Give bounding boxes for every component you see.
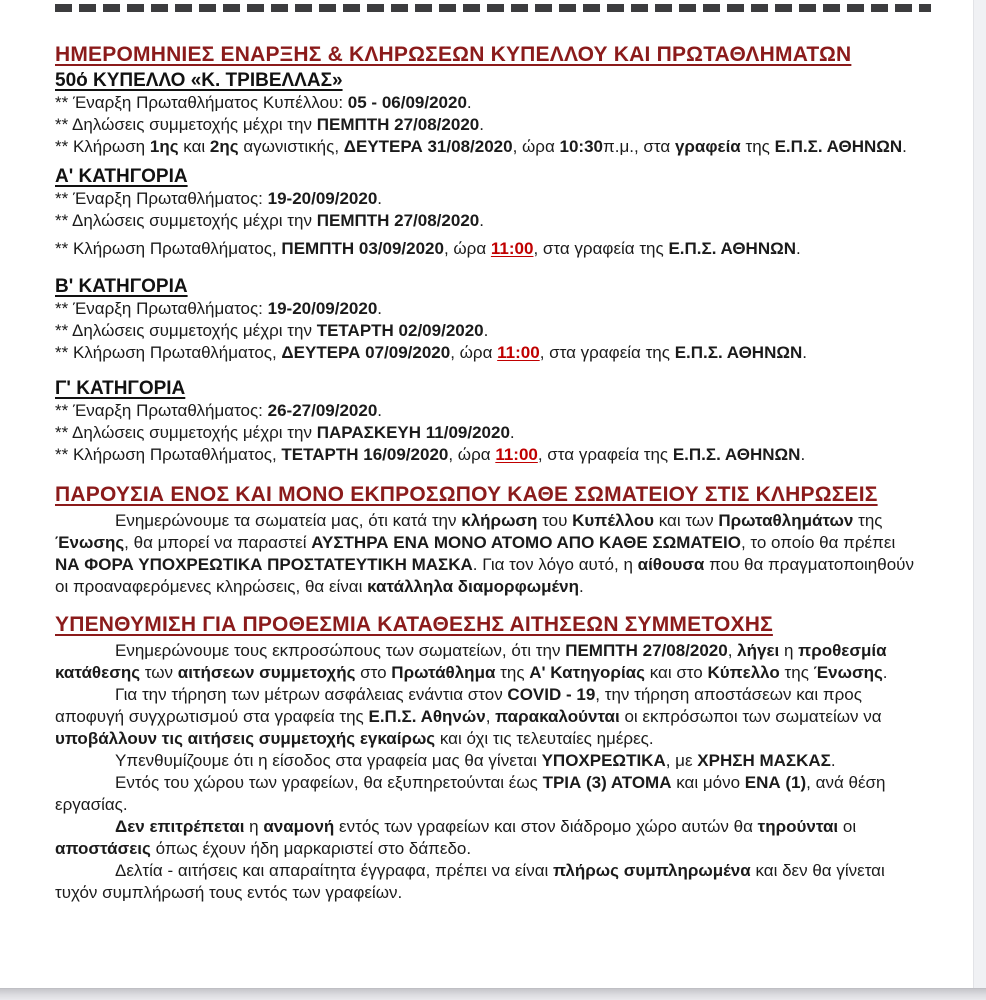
text-run: ** Έναρξη Πρωταθλήματος: (55, 189, 268, 208)
text-line (55, 92, 923, 114)
text-run: και στο (644, 663, 708, 682)
text-line (55, 114, 923, 136)
text-run: Ε.Π.Σ. Αθηνών (368, 707, 486, 726)
text-run: αίθουσα (637, 555, 705, 574)
page-right-edge (973, 0, 986, 988)
text-run: Ενημερώνουμε τους εκπροσώπους των σωματείων, ότι την (115, 641, 566, 660)
text-run: , ώρα (450, 343, 498, 362)
text-run: πλήρως συμπληρωμένα (553, 861, 751, 880)
text-run: Πρωταθλημάτων (718, 511, 854, 530)
text-run: . (466, 93, 472, 112)
text-run: , την τήρηση αποστάσεων και προς αποφυγή συγχρωτισμού στα γραφεία της (55, 685, 862, 726)
text-run: και (178, 137, 210, 156)
text-run: . (579, 577, 584, 596)
text-run: 05 - 06/09/2020 (347, 93, 467, 112)
paragraph (55, 816, 923, 860)
text-run: της (740, 137, 775, 156)
text-run: 19-20/09/2020 (267, 299, 378, 318)
text-run: ΤΕΤΑΡΤΗ 16/09/2020 (281, 445, 449, 464)
text-run: και των (653, 511, 719, 530)
text-run: Δελτία - αιτήσεις και απαραίτητα έγγραφα, πρέπει να είναι (115, 861, 554, 880)
reminder-heading: ΥΠΕΝΘΥΜΙΣΗ ΓΙΑ ΠΡΟΘΕΣΜΙΑ ΚΑΤΑΘΕΣΗΣ ΑΙΤΗΣΕΩΝ ΣΥΜΜΕΤΟΧΗΣ (55, 613, 773, 636)
main-heading: ΗΜΕΡΟΜΗΝΙΕΣ ΕΝΑΡΞΗΣ & ΚΛΗΡΩΣΕΩΝ ΚΥΠΕΛΛΟΥ ΚΑΙ ΠΡΩΤΑΘΛΗΜΑΤΩΝ (55, 43, 852, 66)
text-run: , ώρα (448, 445, 496, 464)
text-run: . (830, 751, 836, 770)
text-run: Ε.Π.Σ. ΑΘΗΝΩΝ (672, 445, 801, 464)
text-run: . (796, 239, 801, 258)
text-run: υποβάλλουν τις αιτήσεις συμμετοχής εγκαίρως (55, 729, 436, 748)
text-run: , ώρα (443, 239, 491, 258)
text-run: η (779, 641, 799, 660)
category-c-heading: Γ' ΚΑΤΗΓΟΡΙΑ (55, 378, 186, 399)
text-run: λήγει (737, 641, 780, 660)
paragraph (55, 684, 923, 750)
text-run: Ε.Π.Σ. ΑΘΗΝΩΝ (668, 239, 797, 258)
text-run: ** Δηλώσεις συμμετοχής μέχρι την (55, 423, 317, 442)
text-run: Για την τήρηση των μέτρων ασφάλειας ενάντια στον (115, 685, 508, 704)
text-run: και μόνο (671, 773, 745, 792)
text-run: ** Έναρξη Πρωταθλήματος: (55, 401, 268, 420)
text-run: αναμονή (263, 817, 335, 836)
text-run: τηρούνται (757, 817, 839, 836)
text-run: προθεσμία κατάθεσης (55, 641, 887, 682)
text-run: ** Έναρξη Πρωταθλήματος Κυπέλλου: (55, 93, 348, 112)
text-run: 11:00 (490, 239, 534, 258)
paragraph (55, 640, 923, 684)
presence-heading: ΠΑΡΟΥΣΙΑ ΕΝΟΣ ΚΑΙ ΜΟΝΟ ΕΚΠΡΟΣΩΠΟΥ ΚΑΘΕ ΣΩΜΑΤΕΙΟΥ ΣΤΙΣ ΚΛΗΡΩΣΕΙΣ (55, 483, 878, 506)
paragraph (55, 772, 923, 816)
text-run: της (853, 511, 883, 530)
text-run: 2ης (209, 137, 239, 156)
text-run: αγωνιστικής, (238, 137, 344, 156)
text-run: . (882, 663, 888, 682)
text-line (55, 444, 923, 466)
paragraph (55, 750, 923, 772)
text-run: COVID - 19 (507, 685, 596, 704)
text-run: οι (838, 817, 857, 836)
text-run: 19-20/09/2020 (267, 189, 378, 208)
document-body (55, 42, 923, 904)
text-run: παρακαλούνται (495, 707, 620, 726)
text-run: . Για τον λόγο αυτό, η (472, 555, 638, 574)
text-run: της (495, 663, 530, 682)
text-run: . (377, 299, 383, 318)
text-run: . (377, 401, 383, 420)
text-run: Ένωσης (813, 663, 883, 682)
text-run: Ε.Π.Σ. ΑΘΗΝΩΝ (674, 343, 803, 362)
text-run: 1ης (149, 137, 179, 156)
text-run: , ανά θέση εργασίας. (55, 773, 886, 814)
text-run: γραφεία (674, 137, 741, 156)
paragraph (55, 510, 923, 598)
text-run: 10:30 (559, 137, 603, 156)
text-run: ΠΕΜΠΤΗ 27/08/2020 (316, 115, 480, 134)
text-run: Εντός του χώρου των γραφείων, θα εξυπηρετούνται έως (115, 773, 543, 792)
text-run: ΥΠΟΧΡΕΩΤΙΚΑ (541, 751, 666, 770)
text-line (55, 210, 923, 232)
text-run: ΠΕΜΠΤΗ 27/08/2020 (316, 211, 480, 230)
text-run: Ε.Π.Σ. ΑΘΗΝΩΝ (774, 137, 903, 156)
text-run: ** Δηλώσεις συμμετοχής μέχρι την (55, 211, 317, 230)
text-run: . (509, 423, 515, 442)
vertical-gap (55, 260, 923, 276)
vertical-gap (55, 158, 923, 166)
text-run: Πρωτάθλημα (391, 663, 496, 682)
text-run: . (483, 321, 489, 340)
text-run: ** Κλήρωση (55, 137, 150, 156)
text-run: , (727, 641, 738, 660)
text-run: η (244, 817, 264, 836)
text-run: κλήρωση (461, 511, 538, 530)
text-run: που θα πραγματοποιηθούν οι προαναφερόμενες κληρώσεις, θα είναι (55, 555, 914, 596)
page-bottom-edge (0, 988, 986, 1000)
text-run: του (537, 511, 573, 530)
text-line (55, 422, 923, 444)
text-run: . (479, 115, 484, 134)
text-run: ** Δηλώσεις συμμετοχής μέχρι την (55, 321, 317, 340)
text-run: , το οποίο θα πρέπει (740, 533, 896, 552)
text-run: ΤΕΤΑΡΤΗ 02/09/2020 (316, 321, 484, 340)
text-run: . (479, 211, 484, 230)
text-run: π.μ., στα (603, 137, 675, 156)
text-run: των (140, 663, 178, 682)
text-run: , στα γραφεία της (539, 343, 675, 362)
vertical-gap (55, 466, 923, 482)
text-run: ΔΕΥΤΕΡΑ 07/09/2020 (281, 343, 451, 362)
text-run: ΠΕΜΠΤΗ 27/08/2020 (565, 641, 728, 660)
text-run: και όχι τις τελευταίες ημέρες. (435, 729, 654, 748)
text-run: ** Κλήρωση Πρωταθλήματος, (55, 239, 282, 258)
text-run: ΝΑ ΦΟΡΑ ΥΠΟΧΡΕΩΤΙΚΑ ΠΡΟΣΤΑΤΕΥΤΙΚΗ ΜΑΣΚΑ (55, 555, 473, 574)
text-run: . (802, 343, 808, 362)
text-run: της (779, 663, 814, 682)
text-line (55, 400, 923, 422)
text-run: ** Κλήρωση Πρωταθλήματος, (55, 445, 282, 464)
text-run: και δεν θα γίνεται τυχόν συμπλήρωσή τους εντός των γραφείων. (55, 861, 885, 902)
text-run: . (800, 445, 806, 464)
text-run: 11:00 (495, 445, 538, 464)
text-run: ΔΕΥΤΕΡΑ 31/08/2020 (343, 137, 513, 156)
text-run: οι εκπρόσωποι των σωματείων να (619, 707, 882, 726)
text-run: , (485, 707, 496, 726)
text-line (55, 136, 923, 158)
text-line (55, 238, 923, 260)
text-run: ΑΥΣΤΗΡΑ ΕΝΑ ΜΟΝΟ ΑΤΟΜΟ ΑΠΟ ΚΑΘΕ ΣΩΜΑΤΕΙΟ (311, 533, 741, 552)
text-line (55, 320, 923, 342)
text-run: αιτήσεων συμμετοχής (177, 663, 356, 682)
text-run: ** Κλήρωση Πρωταθλήματος, (55, 343, 282, 362)
text-line (55, 342, 923, 364)
text-run: ** Δηλώσεις συμμετοχής μέχρι την (55, 115, 317, 134)
text-run: , ώρα (512, 137, 560, 156)
text-run: Υπενθυμίζουμε ότι η είσοδος στα γραφεία μας θα γίνεται (115, 751, 542, 770)
category-a-heading: Α' ΚΑΤΗΓΟΡΙΑ (55, 166, 188, 187)
text-run: ΠΑΡΑΣΚΕΥΗ 11/09/2020 (316, 423, 510, 442)
text-run: Κύπελλο (707, 663, 780, 682)
text-line (55, 188, 923, 210)
dashed-separator (55, 4, 931, 12)
text-run: ΧΡΗΣΗ ΜΑΣΚΑΣ (697, 751, 831, 770)
text-run: , θα μπορεί να παραστεί (124, 533, 312, 552)
text-run: ΤΡΙΑ (3) ΑΤΟΜΑ (542, 773, 672, 792)
text-run: ** Έναρξη Πρωταθλήματος: (55, 299, 268, 318)
text-run: όπως έχουν ήδη μαρκαριστεί στο δάπεδο. (150, 839, 472, 858)
text-run: εντός των γραφείων και στον διάδρομο χώρο αυτών θα (334, 817, 758, 836)
text-run: 26-27/09/2020 (267, 401, 378, 420)
text-run: Ένωσης (55, 533, 125, 552)
text-run: αποστάσεις (55, 839, 151, 858)
text-run: στο (355, 663, 392, 682)
text-run: κατάλληλα διαμορφωμένη (367, 577, 580, 596)
text-run: , στα γραφεία της (533, 239, 669, 258)
cup-heading: 50ό ΚΥΠΕΛΛΟ «Κ. ΤΡΙΒΕΛΛΑΣ» (55, 70, 343, 91)
category-b-heading: Β' ΚΑΤΗΓΟΡΙΑ (55, 276, 188, 297)
vertical-gap (55, 364, 923, 378)
text-run: Δεν επιτρέπεται (115, 817, 245, 836)
text-run: , με (665, 751, 698, 770)
text-line (55, 298, 923, 320)
text-run: ΠΕΜΠΤΗ 03/09/2020 (281, 239, 444, 258)
text-run: . (902, 137, 907, 156)
text-run: Α' Κατηγορίας (529, 663, 645, 682)
text-run: 11:00 (497, 343, 540, 362)
text-run: . (377, 189, 383, 208)
paragraph (55, 860, 923, 904)
vertical-gap (55, 598, 923, 612)
text-run: Κυπέλλου (572, 511, 654, 530)
text-run: , στα γραφεία της (537, 445, 673, 464)
text-run: ΕΝΑ (1) (744, 773, 807, 792)
text-run: Ενημερώνουμε τα σωματεία μας, ότι κατά την (115, 511, 462, 530)
